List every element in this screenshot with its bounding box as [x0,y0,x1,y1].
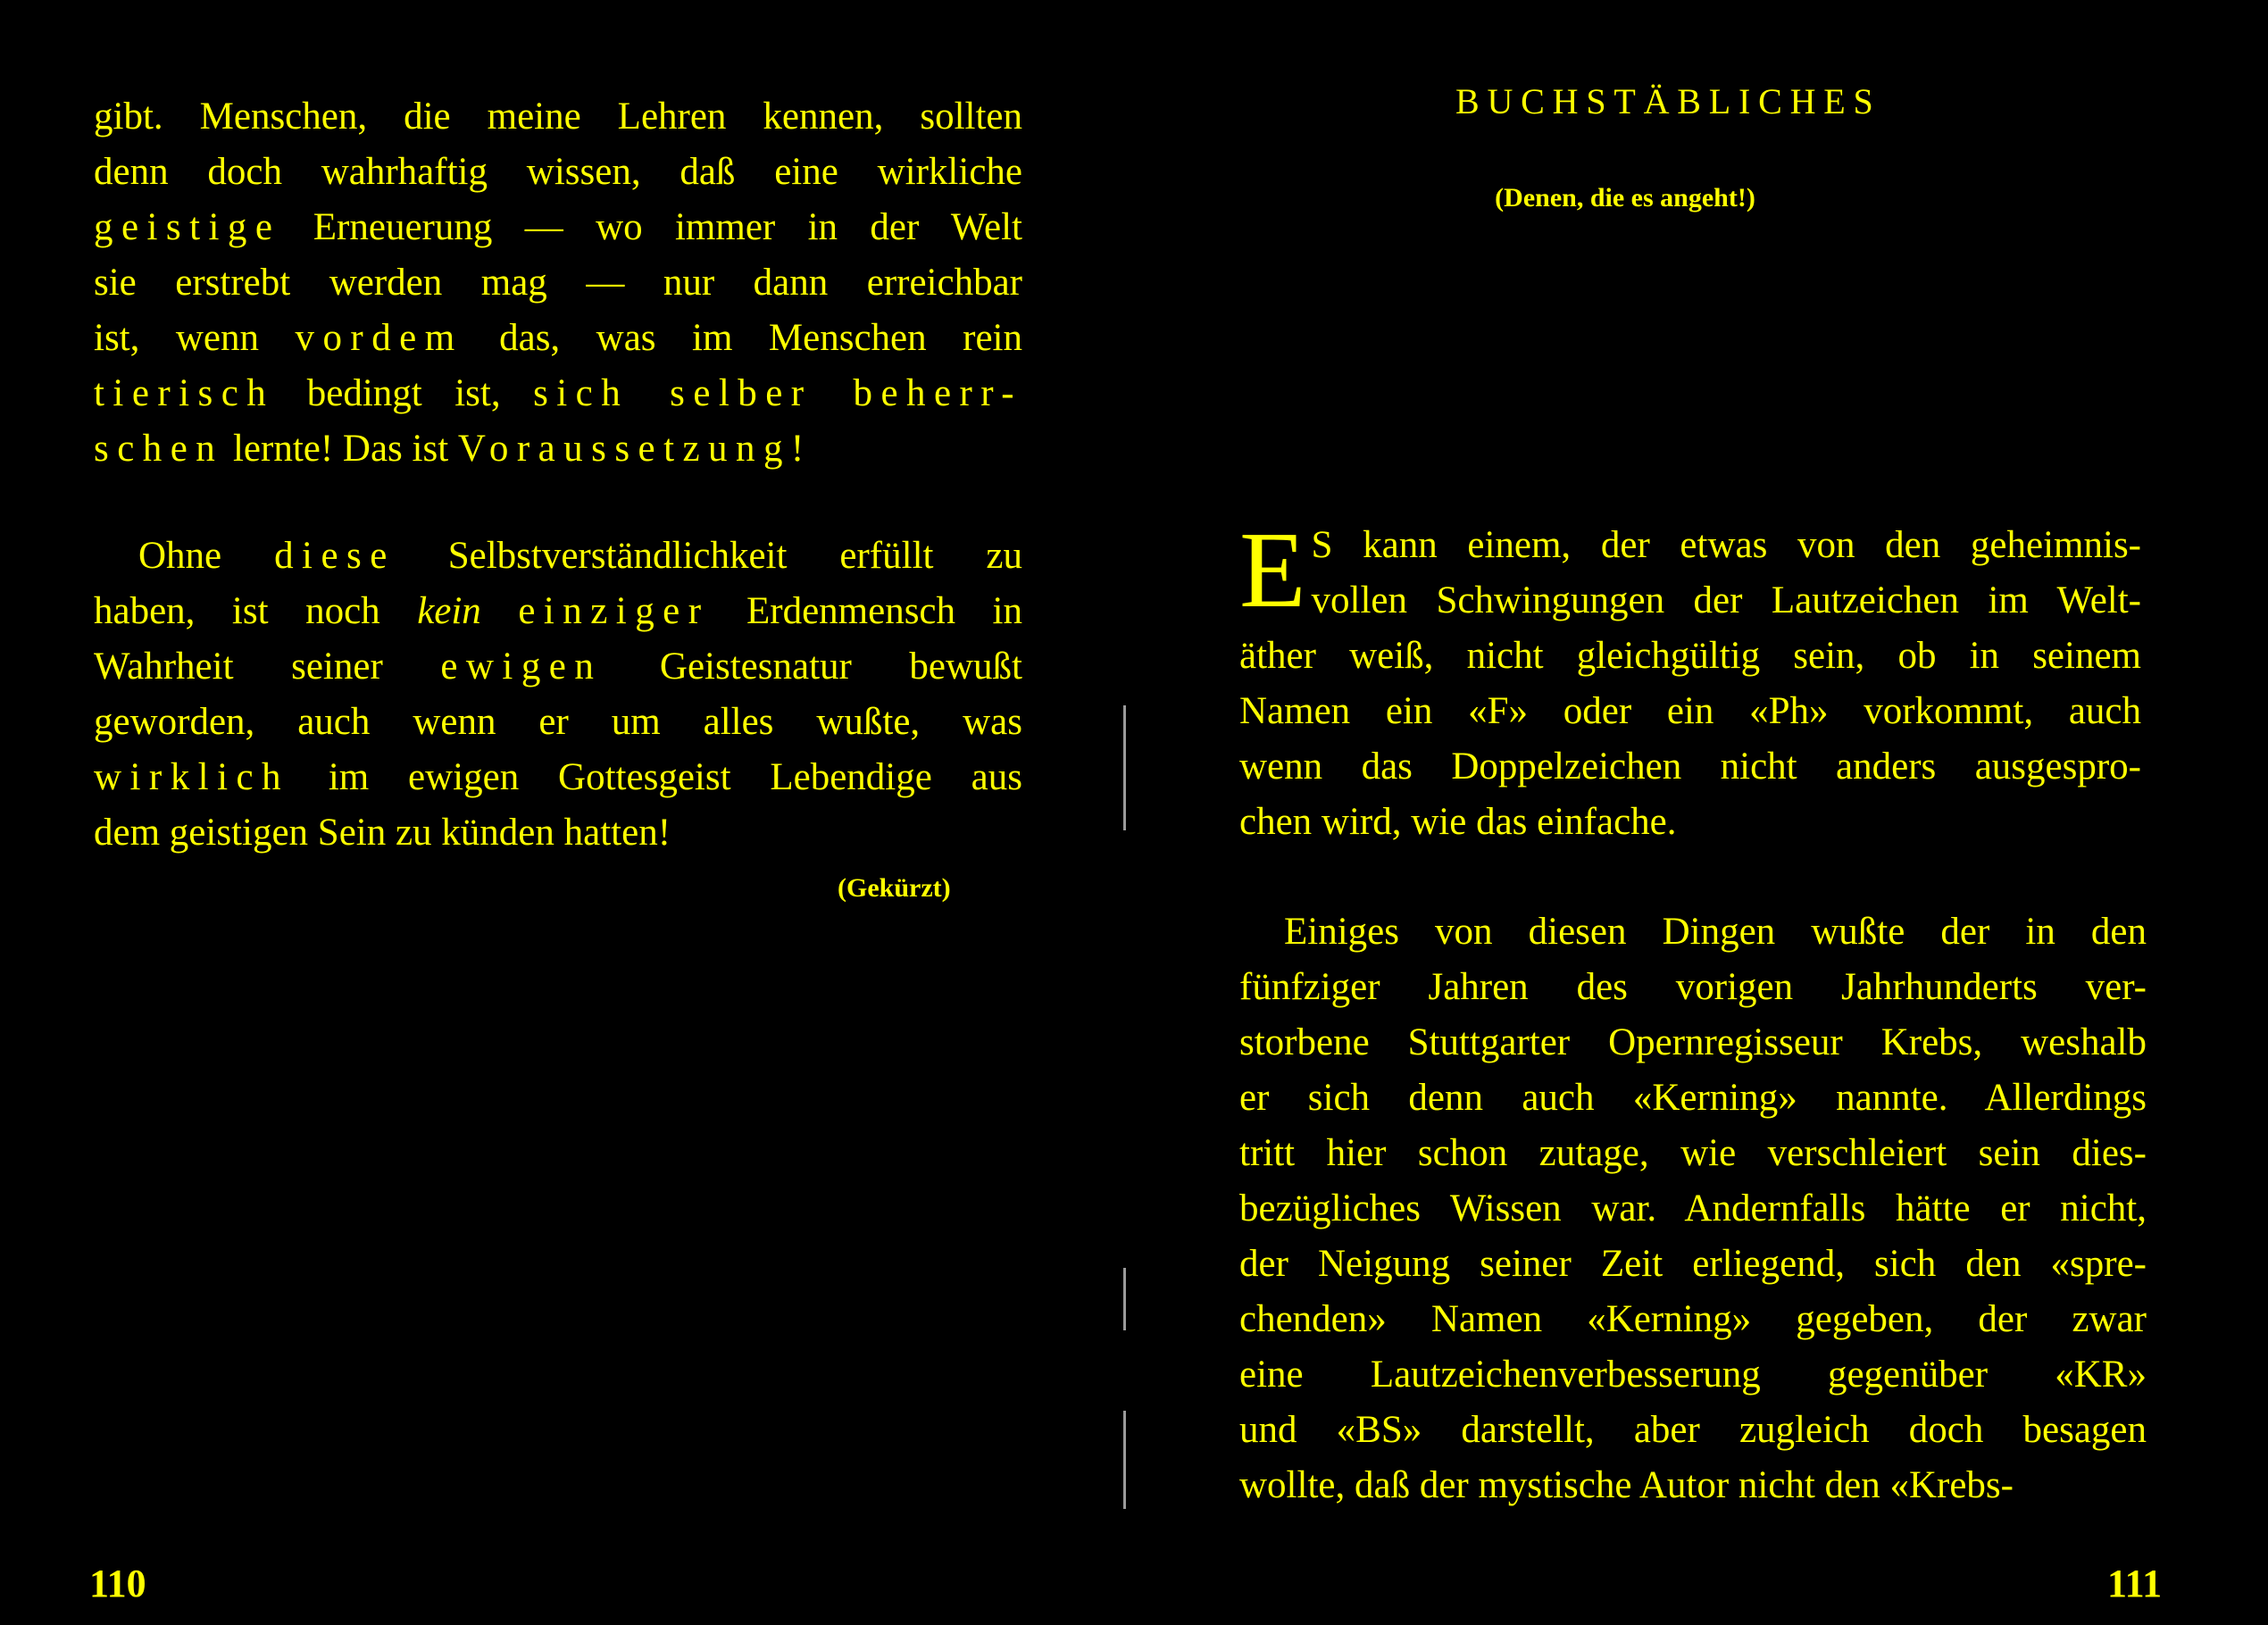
text-segment: wirklich [94,756,289,798]
text-segment: ist, wenn [94,317,296,359]
text-line: tritt hier schon zutage, wie verschleiert sein dies- [1239,1132,2147,1174]
text-line [94,366,1022,421]
left-paragraph-1 [94,89,1022,477]
text-line: Namen ein «F» oder ein «Ph» vorkommt, auch [1239,690,2141,732]
page-number-left: 110 [89,1562,146,1605]
text-segment: Wahrheit seiner [94,646,441,688]
text-segment: Voraussetzung! [457,428,813,470]
text-segment: haben, ist noch [94,590,418,632]
text-segment: geistige [94,206,281,248]
gutter-mark-upper [1123,705,1126,830]
text-segment: Selbstverständlichkeit erfüllt zu [395,535,1023,577]
text-segment: sich selber beherr- [533,372,1022,414]
text-line: wollte, daß der mystische Autor nicht den «Krebs- [1239,1464,2014,1506]
text-segment: Ohne [138,535,275,577]
text-line: vollen Schwingungen der Lautzeichen im Welt- [1311,579,2141,621]
text-segment: Erdenmensch in [709,590,1022,632]
text-line: geworden, auch wenn er um alles wußte, was [94,701,1022,743]
text-line: und «BS» darstellt, aber zugleich doch besagen [1239,1409,2147,1451]
text-segment [481,590,519,632]
chapter-subtitle: (Denen, die es angeht!) [1495,183,1755,212]
text-segment: diese [274,535,396,577]
text-line: gibt. Menschen, die meine Lehren kennen, sollten [94,96,1022,138]
drop-cap: E [1239,510,1306,630]
text-line: denn doch wahrhaftig wissen, daß eine wirkliche [94,151,1022,193]
text-segment: kein [417,590,481,632]
text-line: fünfziger Jahren des vorigen Jahrhunderts ver- [1239,966,2147,1008]
text-segment: lernte! Das ist [223,428,458,470]
text-line: chenden» Namen «Kerning» gegeben, der zwar [1239,1298,2147,1340]
left-paragraph-2 [94,529,1022,861]
abridged-note: (Gekürzt) [838,873,951,903]
text-segment: schen [94,428,224,470]
text-segment: Geistesnatur bewußt [602,646,1022,688]
text-line: bezügliches Wissen war. Andernfalls hätte er nicht, [1239,1188,2147,1229]
text-segment: ewigen [440,646,603,688]
page-number-right: 111 [2107,1562,2163,1605]
text-line [94,200,1022,255]
right-paragraph-1 [1239,510,2141,850]
text-line: wenn das Doppelzeichen nicht anders ausgespro- [1239,746,2141,788]
gutter-mark-lower [1123,1411,1126,1509]
text-line: chen wird, wie das einfache. [1239,801,1677,843]
right-paragraph-2 [1239,904,2147,1513]
left-page [0,0,1125,1625]
chapter-title: BUCHSTÄBLICHES [1455,81,1881,121]
text-line: Einiges von diesen Dingen wußte der in den [1284,911,2147,953]
text-segment: tierisch [94,372,275,414]
text-line [94,750,1022,805]
text-segment: vordem [295,317,463,359]
text-line: sie erstrebt werden mag — nur dann erreichbar [94,262,1022,304]
text-line [94,639,1022,695]
text-line: eine Lautzeichenverbesserung gegenüber «KR» [1239,1354,2147,1396]
right-page [1134,0,2268,1625]
text-line [94,584,1022,639]
text-line: storbene Stuttgarter Opernregisseur Krebs, weshalb [1239,1021,2147,1063]
gutter-mark-middle [1123,1268,1126,1330]
text-line: er sich denn auch «Kerning» nannte. Allerdings [1239,1077,2147,1119]
text-line [94,311,1022,366]
text-line: der Neigung seiner Zeit erliegend, sich den «spre- [1239,1243,2147,1285]
text-segment: Erneuerung — wo immer in der Welt [280,206,1022,248]
text-line [94,421,1022,477]
text-line: S kann einem, der etwas von den geheimnis- [1311,524,2141,566]
text-line: äther weiß, nicht gleichgültig sein, ob in seinem [1239,635,2141,677]
text-segment: einziger [518,590,710,632]
text-segment: bedingt ist, [274,372,534,414]
text-line [94,529,1022,584]
text-segment: im ewigen Gottesgeist Lebendige aus [288,756,1022,798]
text-segment: das, was im Menschen rein [463,317,1022,359]
text-line: dem geistigen Sein zu künden hatten! [94,812,671,854]
